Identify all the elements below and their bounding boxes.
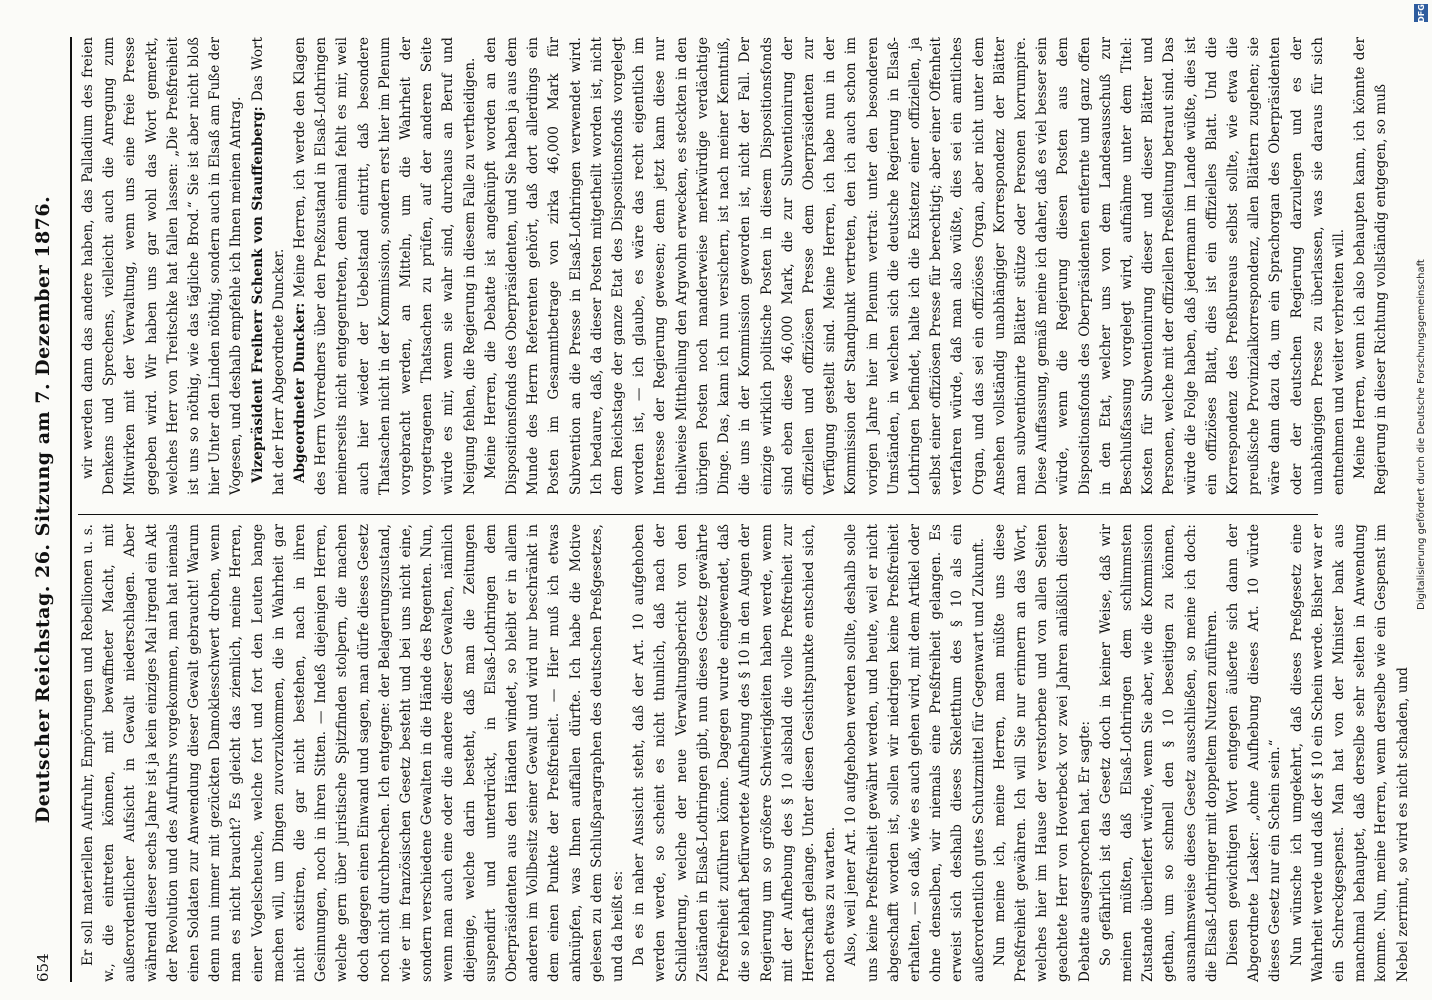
running-head: Deutscher Reichstag. 26. Sitzung am 7. Dezember 1876. xyxy=(32,195,54,824)
page-number: 654 xyxy=(34,953,52,982)
speaker-name: Abgeordneter Duncker: xyxy=(292,302,309,483)
header-rule xyxy=(70,37,72,982)
paragraph: Meine Herren, wenn ich also behaupten kann, ich könnte der Regierung in dieser Richtung vollständig entgegen, so muß xyxy=(1352,37,1390,495)
paragraph: Nun meine ich, meine Herren, man müßte uns diese Preßfreiheit gewähren. Ich will Sie nur erinnern an das Wort, welches hier im Hause der verstorbene und von allen Seiten geachtete Herr von Hoverbeck vor zwei Jahren anläßlich dieser Debatte ausgesprochen hat. Er sagte: xyxy=(991,524,1093,982)
speaker-text: Das Wort hat der Herr Abgeordnete Duncker. xyxy=(249,36,287,495)
speaker-text: Meine Herren, ich werde den Klagen des Herrn Vorredners über den Preßzustand in Elsaß-Lothringen meinerseits nicht entgegentreten, denn einmal fehlt es mir, weil auch hier wieder der Uebelstand eintritt, daß besondere Thatsachen nicht in der Kommission, sondern erst hier im Plenum vorgebracht werden, an Mitteln, um die Wahrheit der vorgetragenen Thatsachen zu prüfen, auf der anderen Seite würde es mir, wenn sie wahr sind, durchaus an Beruf und Neigung fehlen, die Regierung in diesem Falle zu vertheidigen. xyxy=(292,37,478,495)
paragraph: Meine Herren, die Debatte ist angeknüpft worden an den Dispositionsfonds des Oberpräsidenten, und Sie haben ja aus dem Munde des Herrn Referenten gehört, daß dort allerdings ein Posten im Gesammtbetrage von zirka 46,000 Mark für Subvention an die Presse in Elsaß-Lothringen verwendet wird. Ich bedaure, daß, da dieser Posten mitgetheilt worden ist, nicht dem Reichstage der ganze Etat des Dispositionsfonds vorgelegt worden ist, — ich glaube, es wäre das recht eigentlich im Interesse der Regierung gewesen; denn jetzt kann diese nur theilweise Mittheilung den Argwohn erwecken, es steckten in den übrigen Posten noch manderweise merkwürdige verdächtige Dinge. Das, kann ich nun versichern, ist nach meiner Kenntniß, die uns in der Kommission geworden ist, nicht der Fall. Der einzige wirklich politische Posten in diesem Dispositionsfonds sind eben diese 46,000 Mark, die zur Subventionirung der offiziellen und offiziösen Presse dem Oberpräsidenten zur Verfügung gestellt sind. Meine Herren, ich habe nun in der Kommission der Standpunkt vertreten, den ich auch schon im vorigen Jahre hier im Plenum vertrat: unter den besonderen Umständen, in welchen sich die deutsche Regierung in Elsaß-Lothringen befindet, halte ich die Existenz einer offiziellen, ja selbst einer offiziösen Presse für berechtigt; aber einer Offenheit verfahren würde, daß man also wüßte, dies sei ein amtliches Organ, und das sei ein offiziöses Organ, aber nicht unter dem Ansehen vollständig unabhängiger Korrespondenz der Blätter man subventionirte Blätter stütze oder Personen korrumpire. Diese Auffassung, gemäß meine ich daher, daß es viel besser sein würde, wenn die Regierung diesen Posten aus dem Dispositionsfonds des Oberpräsidenten entfernte und ganz offen in den Etat, welcher uns von dem Landesausschuß zur Beschlußfassung vorgelegt wird, aufnähme unter dem Titel: Kosten für Subventionirung dieser und dieser Blätter und Personen, welche mit der offiziellen Preßleitung betraut sind. Das würde die Folge haben, daß jedermann im Lande wüßte, dies ist ein offiziöses Blatt, dies ist ein offizielles Blatt. Und die Korrespondenz des Preßbureaus selbst sollte, wie etwa die preußische Provinzialkorrespondenz, allen Blättern zugehen; sie wäre dann dazu da, um ein Sprachorgan des Oberpräsidenten oder der deutschen Regierung darzulegen und es der unabhängigen Presse zu überlassen, was sie daraus für sich entnehmen und weiter verbreiten will. xyxy=(482,37,1347,495)
paragraph: Also, weil jener Art. 10 aufgehoben werden sollte, deshalb solle uns keine Preßfreiheit gewährt werden, und heute, weil er nicht abgeschafft worden ist, sollen wir niedrigen keine Preßfreiheit erhalten, — so daß, wie es auch gehen wird, mit dem Artikel oder ohne denselben, wir niemals eine Preßfreiheit gelangen. Es erweist sich deshalb dieses Skeletthum des § 10 als ein außerordentlich gutes Schutzmittel für Gegenwart und Zukunft. xyxy=(843,524,987,982)
dfg-logo-text: DFG xyxy=(1416,3,1426,23)
speaker-name: Vizepräsident Freiherr Schenk von Stauffenberg: xyxy=(249,106,266,483)
paragraph: wir werden dann das andere haben, das Palladium des freien Denkens und Sprechens, vielleicht auch die Anregung zum Mitwirken mit der Verwaltung, wenn uns eine freie Presse gegeben wird. Wir haben uns gar wohl das Wort gemerkt, welches Herr von Treitschke hat fallen lassen: „Die Preßfreiheit ist uns so nöthig, wie das tägliche Brod.“ Sie ist aber nicht bloß hier Unter den Linden nöthig, sondern auch in Elsaß am Fuße der Vogesen, und deshalb empfehle ich Ihnen meinen Antrag. xyxy=(80,37,245,495)
page-header xyxy=(34,37,68,982)
left-column xyxy=(78,524,1411,982)
margin-note xyxy=(1414,20,1428,610)
paragraph: Er soll materiellen Aufruhr, Empörungen und Rebellionen u. s. w., die eintreten können, mit bewaffneter Macht, mit außerordentlicher Aufsicht in Gewalt niederschlagen. Aber während dieser sechs Jahre ist ja kein einziges Mal irgend ein Akt der Revolution und des Aufruhrs vorgekommen, man hat niemals einen Soldaten zur Anwendung dieser Gewalt gebraucht! Warum denn nun immer mit gezückten Damoklesschwert drohen, wenn man es nicht braucht? Es gleicht das ziemlich, meine Herren, einer Vogelscheuche, welche fort und fort den Leuten bange machen will, um Dingen zuvorzukommen, die in Wahrheit gar nicht existiren, die gar nicht bestehen, nach in ihren Gesinnungen, noch in ihren Sitten. — Indeß diejenigen Herren, welche gern über juristische Spitzfinden stolpern, die machen doch dagegen einen Einwand und sagen, man dürfe dieses Gesetz noch nicht durchbrechen. Ich entgegne: der Belagerungszustand, wie er im französischen Gesetz besteht und bei uns nicht eine, sondern verschiedene Gewalten in die Hände des Regenten. Nun, wenn man auch eine oder die andere dieser Gewalten, nämlich diejenige, welche darin besteht, daß man die Zeitungen suspendirt und unterdrückt, in Elsaß-Lothringen dem Oberpräsidenten aus den Händen windet, so bleibt er in allem anderen im Vollbesitz seiner Gewalt und wird nur beschränkt in dem einen Punkte der Preßfreiheit. — Hier muß ich etwas anknüpfen, was Ihnen auffallen dürfte. Ich habe die Motive gelesen zu dem Schlußparagraphen des deutschen Preßgesetzes, und da heißt es: xyxy=(80,524,627,982)
digitization-credit: Digitalisierung gefördert durch die Deutsche Forschungsgemeinschaft xyxy=(1416,259,1427,610)
speaker-paragraph xyxy=(248,37,290,495)
paragraph: Nun wünsche ich umgekehrt, daß dieses Preßgesetz eine Wahrheit werde und daß der § 10 ein Schein werde. Bisher war er ein Schreckgespenst. Man hat von der Minister bank aus manchmal behauptet, daß derselbe sehr selten in Anwendung komme. Nun, meine Herren, wenn derselbe wie ein Gespenst im Nebel zerrinnt, so wird es nicht schaden, und xyxy=(1288,524,1411,982)
paragraph: So gefährlich ist das Gesetz doch in keiner Weise, daß wir meinen müßten, daß Elsaß-Lothringen dem schlimmsten Zustande überliefert würde, wenn Sie aber, wie die Kommission gethan, um so schnell den § 10 beseitigen zu können, ausnahmsweise dieses Gesetz ausschließen, so meine ich doch: die Elsaß-Lothringer mit doppeltem Nutzen zuführen. xyxy=(1097,524,1220,982)
paragraph: Diesen gewichtigen Wort entgegen äußerte sich dann der Abgeordnete Lasker: „ohne Aufhebung dieses Art. 10 würde dieses Gesetz nur ein Schein sein.“ xyxy=(1224,524,1284,982)
paragraph: Da es in naher Aussicht steht, daß der Art. 10 aufgehoben werden werde, so scheint es nicht thunlich, daß nach der Schilderung, welche der neue Verwaltungsbericht von den Zuständen in Elsaß-Lothringen gibt, nun dieses Gesetz gewährte Preßfreiheit zuführen könne. Dagegen wurde eingewendet, daß die so lebhaft befürwortete Aufhebung des § 10 in den Augen der Regierung um so größere Schwierigkeiten haben werde, wenn mit der Aufhebung des § 10 alsbald die volle Preßfreiheit zur Herrschaft gelange. Unter diesen Gesichtspunkte entschied sich, noch etwas zu warten. xyxy=(631,524,839,982)
column-divider xyxy=(78,514,1318,515)
speaker-paragraph xyxy=(290,37,481,495)
right-column xyxy=(78,36,1390,495)
